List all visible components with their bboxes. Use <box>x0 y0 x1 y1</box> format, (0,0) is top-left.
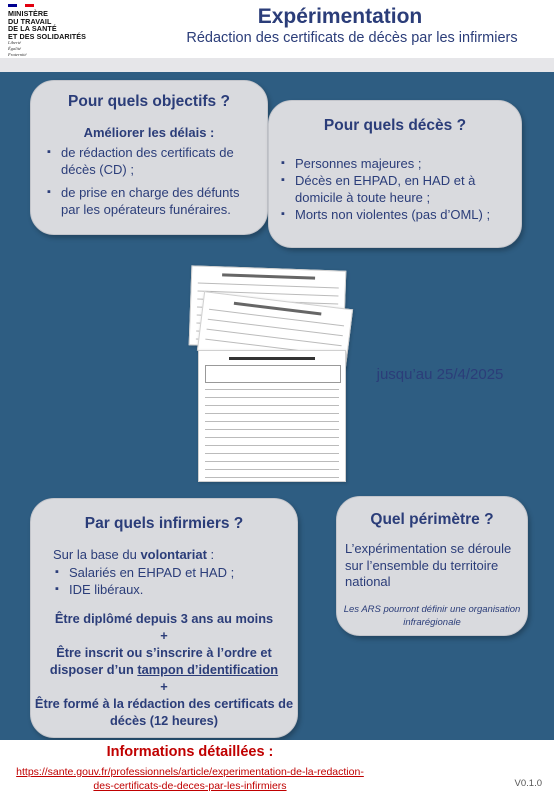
perimetre-title: Quel périmètre ? <box>370 511 494 528</box>
certificate-form-image <box>198 350 346 482</box>
page-title: Expérimentation <box>257 5 423 28</box>
infirmiers-intro <box>53 547 297 562</box>
logo-line: ET DES SOLIDARITÉS <box>8 31 87 41</box>
objectifs-title: Pour quels objectifs ? <box>68 93 230 110</box>
infirmiers-title: Par quels infirmiers ? <box>84 515 244 532</box>
objectifs-subtitle: Améliorer les délais : <box>83 125 215 140</box>
list-item: ▪ Salariés en EHPAD et HAD ; <box>53 564 297 581</box>
end-date: jusqu’au 25/4/2025 <box>376 366 504 383</box>
header-divider <box>0 58 554 72</box>
requirement-3: Être formé à la rédaction des certificats de décès (12 heures) <box>34 696 294 728</box>
list-item: ▪ IDE libéraux. <box>53 581 297 598</box>
requirement-2-text: Être inscrit ou s’inscrire à l’ordre et disposer d’un <box>49 645 272 677</box>
list-item: ▪ de prise en charge des défunts par les opérateurs funéraires. <box>45 184 255 218</box>
list-item: ▪ Décès en EHPAD, en HAD et à domicile à toute heure ; <box>279 172 515 206</box>
deces-card <box>268 100 522 248</box>
list-item: ▪ Personnes majeures ; <box>279 155 515 172</box>
header <box>0 0 554 58</box>
info-link[interactable]: https://sante.gouv.fr/professionnels/article/experimentation-de-la-redaction-des-certificats-de-deces-par-les-infirmiers <box>16 766 364 792</box>
logo-line: DE LA SANTÉ <box>8 24 57 34</box>
requirement-2-underlined: tampon d’identification <box>137 662 279 677</box>
plus-sign: + <box>160 679 168 694</box>
deces-title: Pour quels décès ? <box>323 117 467 134</box>
requirement-2 <box>31 644 297 678</box>
logo-line: MINISTÈRE <box>8 9 49 18</box>
intro-suffix: : <box>206 547 215 562</box>
requirement-1: Être diplômé depuis 3 ans au moins <box>54 611 274 626</box>
perimetre-card <box>336 496 528 636</box>
version-label: V0.1.0 <box>514 778 542 789</box>
list-item: ▪ de rédaction des certificats de décès (CD) ; <box>45 144 255 178</box>
infirmiers-list <box>53 564 297 598</box>
ministry-logo <box>8 4 108 60</box>
motto-line: Égalité <box>8 46 21 52</box>
plus-sign: + <box>160 628 168 643</box>
infirmiers-card <box>30 498 298 738</box>
marianne-flag-icon <box>8 4 34 7</box>
objectifs-list <box>45 144 255 218</box>
logo-line: DU TRAVAIL <box>8 16 52 26</box>
footer <box>0 740 554 800</box>
perimetre-note: Les ARS pourront définir une organisation infrarégionale <box>343 603 521 628</box>
objectifs-card <box>30 80 268 235</box>
footer-title: Informations détaillées : <box>106 744 274 760</box>
deces-list <box>279 155 515 223</box>
page-subtitle: Rédaction des certificats de décès par les infirmiers <box>186 30 518 46</box>
intro-text: Sur la base du <box>53 547 141 562</box>
perimetre-text: L’expérimentation se déroule sur l’ensemble du territoire national <box>345 541 512 589</box>
intro-bold: volontariat <box>140 547 207 562</box>
list-item: ▪ Morts non violentes (pas d’OML) ; <box>279 206 515 223</box>
motto-line: Fraternité <box>8 51 27 57</box>
requirements <box>31 610 297 729</box>
motto-line: Liberté <box>8 40 21 46</box>
